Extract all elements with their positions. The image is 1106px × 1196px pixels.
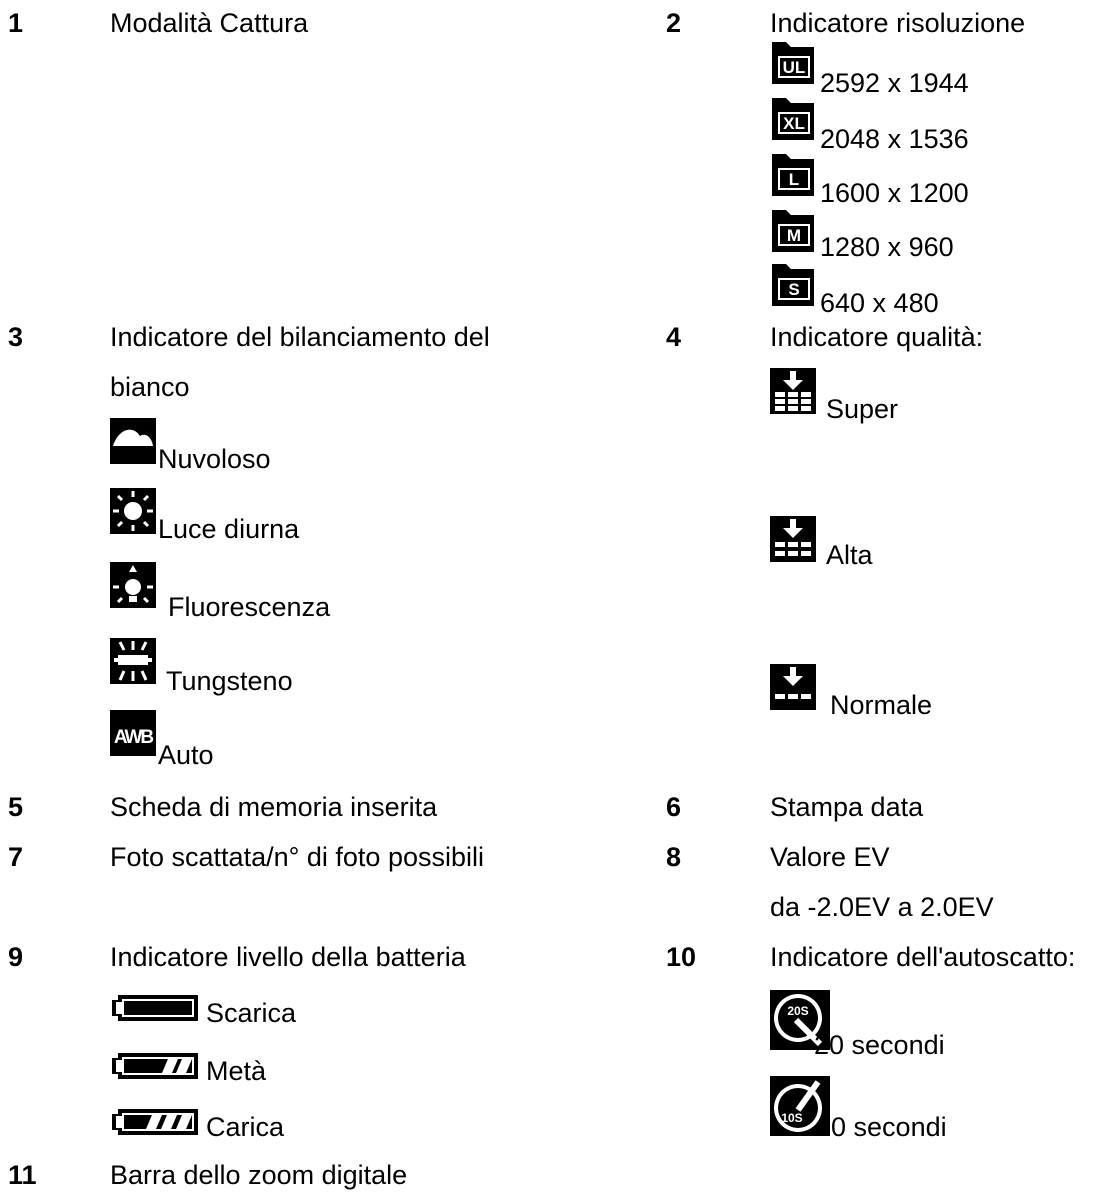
- item-label-memory-card: Scheda di memoria inserita: [110, 792, 438, 822]
- svg-text:10S: 10S: [781, 1111, 803, 1125]
- svg-text:M: M: [786, 226, 802, 245]
- item-label-white-balance-cont: bianco: [110, 372, 190, 402]
- item-label-quality: Indicatore qualità:: [770, 322, 984, 352]
- resolution-option: 2592 x 1944: [820, 68, 969, 98]
- item-number: 2: [666, 8, 682, 38]
- wb-option: Nuvoloso: [158, 444, 271, 474]
- resolution-m-icon: [770, 208, 816, 254]
- quality-high-icon: [770, 516, 816, 562]
- wb-option: Luce diurna: [158, 514, 300, 544]
- item-label-date-stamp: Stampa data: [770, 792, 924, 822]
- quality-option: Normale: [830, 690, 933, 720]
- timer-option: 10 secondi: [816, 1112, 947, 1142]
- resolution-s-icon: [770, 262, 816, 308]
- battery-half-icon: [110, 1050, 200, 1082]
- battery-option: Carica: [206, 1112, 285, 1142]
- item-number: 11: [8, 1160, 37, 1190]
- svg-text:S: S: [788, 280, 800, 299]
- item-label-resolution: Indicatore risoluzione: [770, 8, 1026, 38]
- item-number: 4: [666, 322, 682, 352]
- item-number: 5: [8, 792, 24, 822]
- battery-full-icon: [110, 1106, 200, 1138]
- svg-text:UL: UL: [782, 58, 806, 77]
- item-label-capture-mode: Modalità Cattura: [110, 8, 309, 38]
- svg-text:L: L: [788, 170, 800, 189]
- quality-normal-icon: [770, 664, 816, 710]
- item-label-battery: Indicatore livello della batteria: [110, 942, 466, 972]
- quality-option: Super: [826, 394, 899, 424]
- item-label-ev-value: Valore EV: [770, 842, 890, 872]
- item-number: 10: [666, 942, 697, 972]
- battery-option: Scarica: [206, 998, 297, 1028]
- timer-option: 20 secondi: [814, 1030, 945, 1060]
- svg-text:20S: 20S: [787, 1004, 809, 1018]
- item-number: 9: [8, 942, 24, 972]
- resolution-xl-icon: [770, 96, 816, 142]
- ev-range: da -2.0EV a 2.0EV: [770, 892, 994, 922]
- cloudy-icon: [110, 418, 156, 464]
- item-number: 8: [666, 842, 682, 872]
- item-label-shots: Foto scattata/n° di foto possibili: [110, 842, 484, 872]
- resolution-l-icon: [770, 152, 816, 198]
- resolution-ul-icon: [770, 40, 816, 86]
- battery-option: Metà: [206, 1056, 267, 1086]
- item-number: 1: [8, 8, 24, 38]
- item-number: 7: [8, 842, 24, 872]
- resolution-option: 2048 x 1536: [820, 124, 969, 154]
- item-number: 6: [666, 792, 682, 822]
- item-label-white-balance: Indicatore del bilanciamento del: [110, 322, 490, 352]
- resolution-option: 1600 x 1200: [820, 178, 969, 208]
- svg-text:XL: XL: [783, 114, 805, 133]
- battery-empty-icon: [110, 992, 200, 1024]
- item-label-zoom-bar: Barra dello zoom digitale: [110, 1160, 408, 1190]
- wb-option: Fluorescenza: [168, 592, 331, 622]
- daylight-icon: [110, 488, 156, 534]
- wb-option: Tungsteno: [166, 666, 293, 696]
- wb-option: Auto: [158, 740, 214, 770]
- fluorescent-icon: [110, 562, 156, 608]
- svg-text:AWB: AWB: [113, 727, 153, 748]
- item-number: 3: [8, 322, 24, 352]
- tungsten-icon: [110, 638, 156, 684]
- resolution-option: 640 x 480: [820, 288, 939, 318]
- auto-white-balance-icon: [110, 710, 156, 756]
- item-label-self-timer: Indicatore dell'autoscatto:: [770, 942, 1076, 972]
- resolution-option: 1280 x 960: [820, 232, 954, 262]
- quality-option: Alta: [826, 540, 873, 570]
- quality-super-icon: [770, 368, 816, 414]
